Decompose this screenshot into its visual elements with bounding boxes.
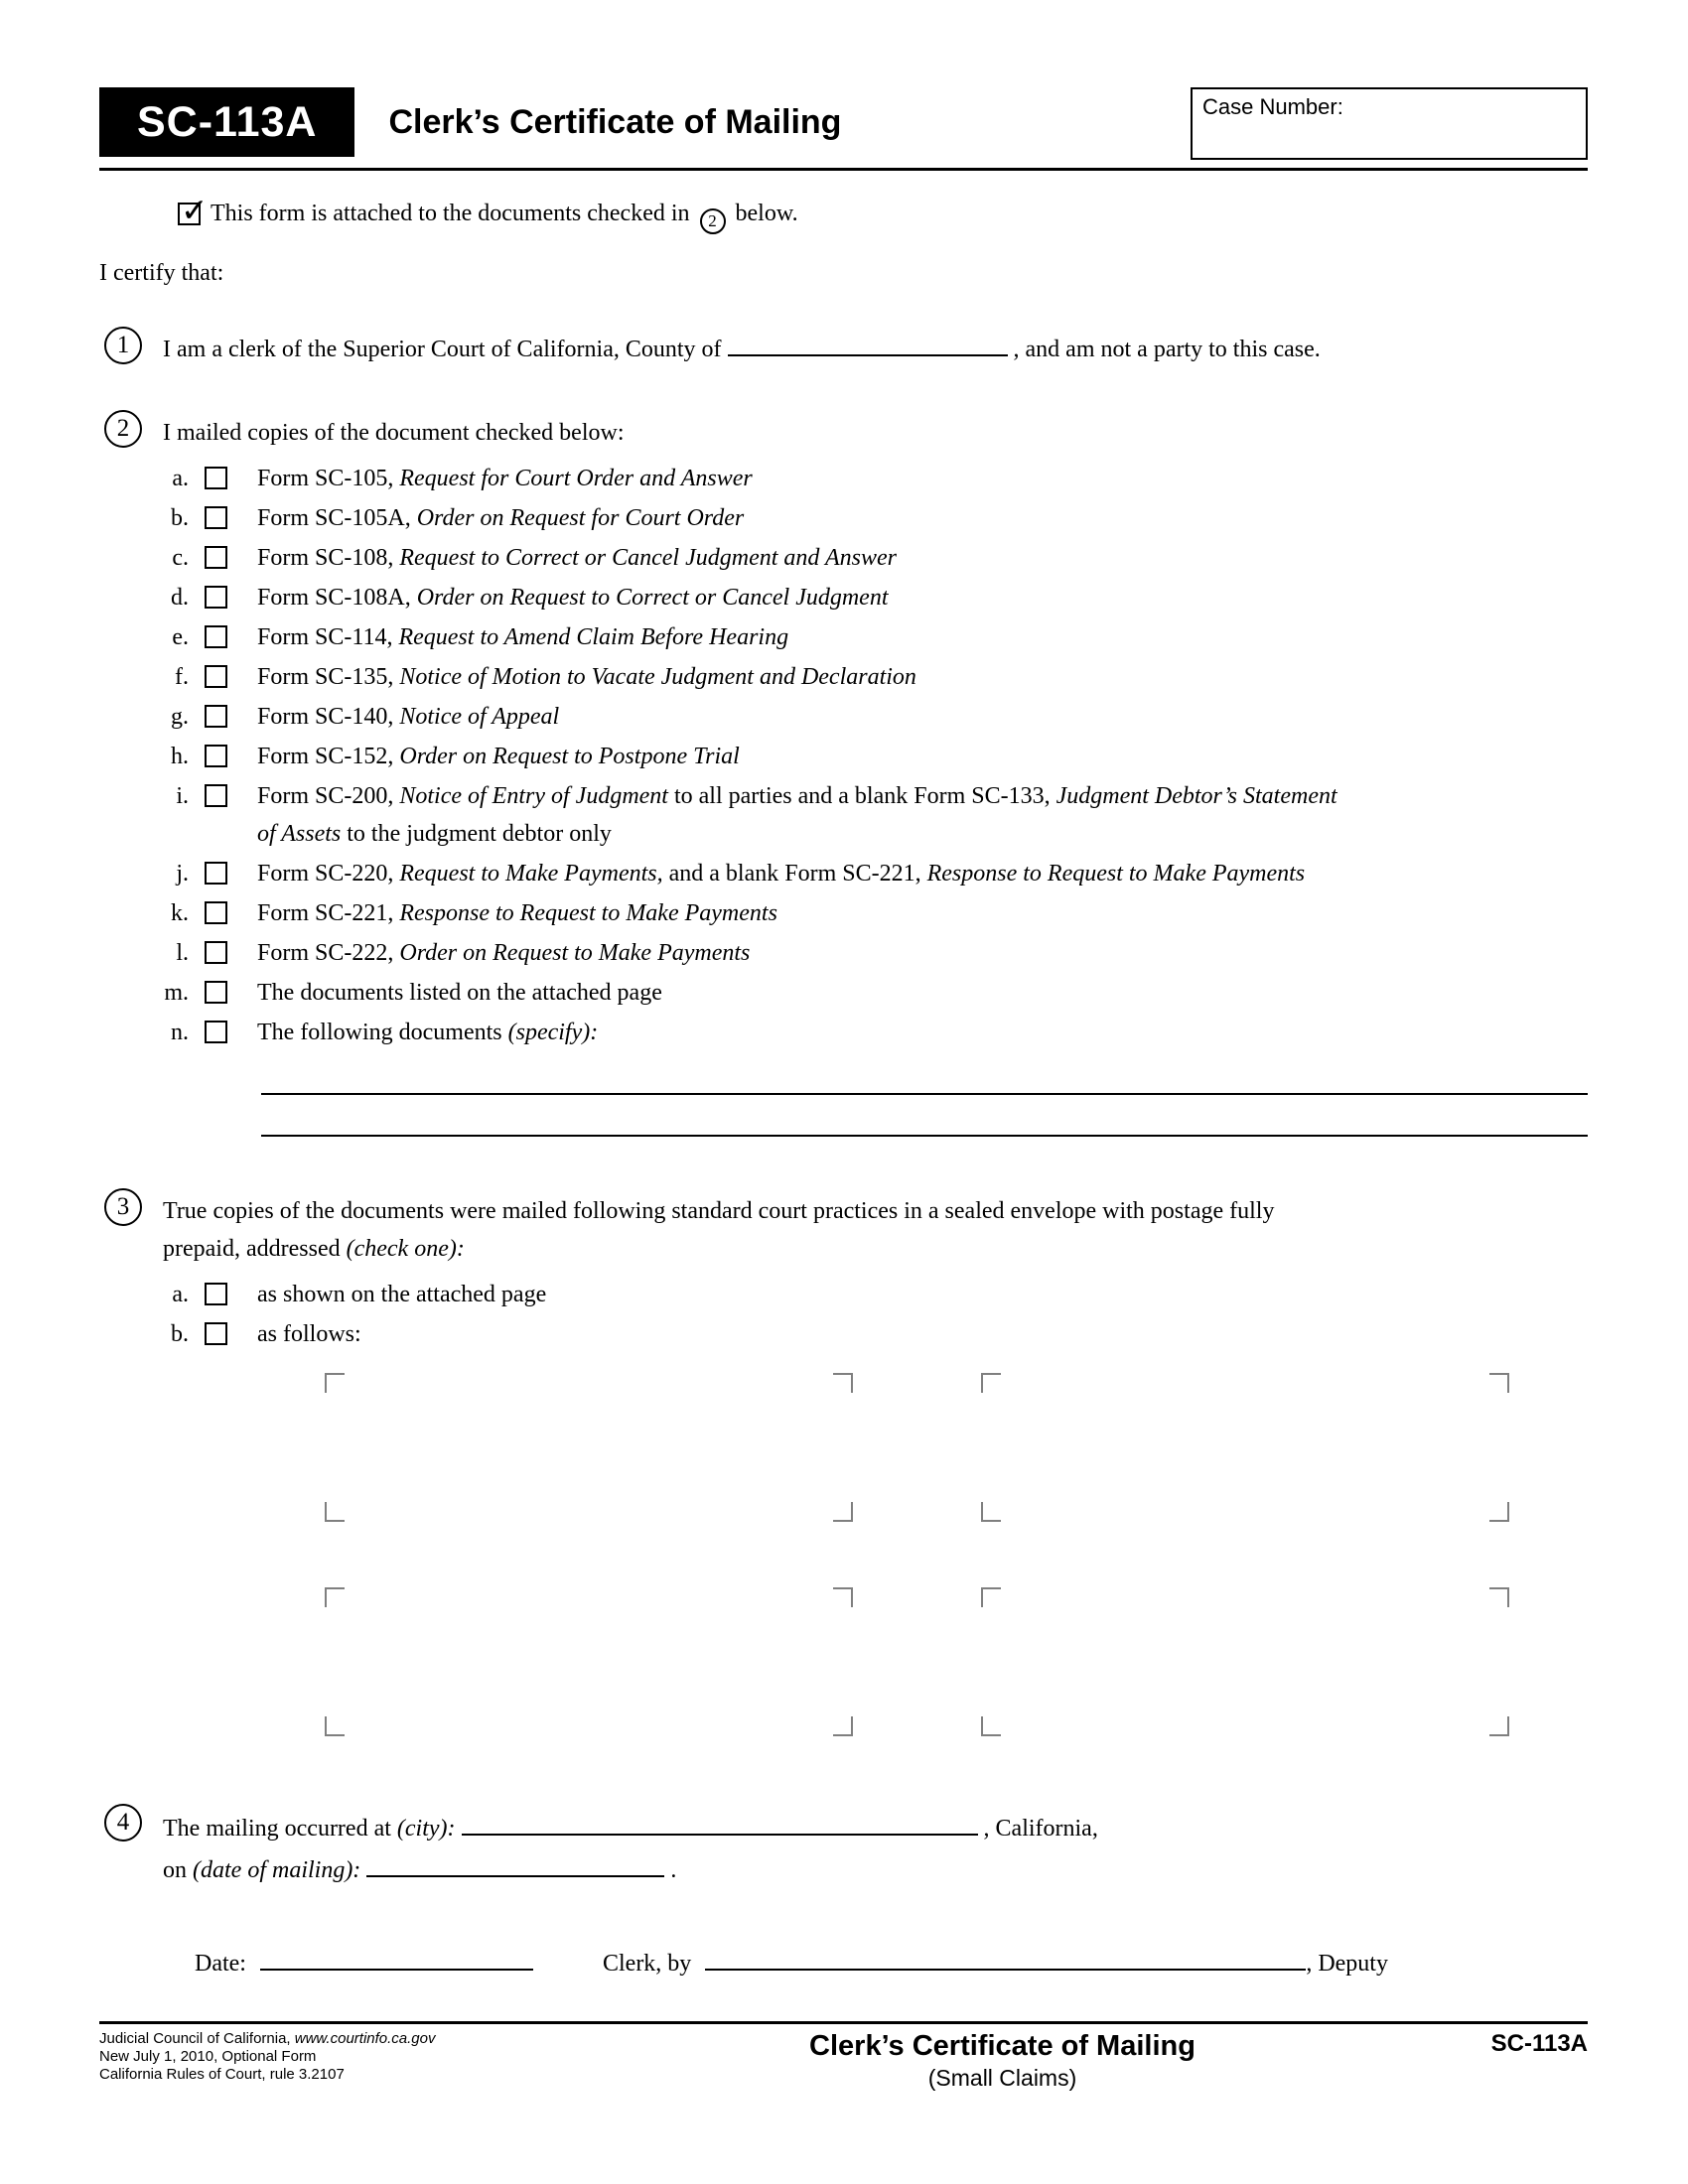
item2-checkbox-g[interactable] [205, 705, 227, 728]
text-segment: Notice of Entry of Judgment [399, 783, 668, 809]
corner-mark [981, 1502, 1001, 1522]
footer-publisher-line [99, 2030, 576, 2048]
item-4 [99, 1808, 1588, 1891]
item2-row-m [163, 974, 1588, 1012]
option-text [257, 499, 744, 537]
option-letter: a. [172, 466, 189, 491]
option-letter: e. [172, 624, 189, 650]
text-segment: Order on Request to Postpone Trial [399, 744, 740, 769]
corner-mark [325, 1502, 345, 1522]
option-text [257, 460, 753, 497]
option-letter: l. [176, 940, 189, 966]
item2-row-a [163, 460, 1588, 497]
item-4-line-2 [163, 1849, 1588, 1891]
text-segment: Request to Make Payments, [399, 861, 663, 887]
item-1-body [163, 331, 1588, 368]
text-segment: Form SC-221, [257, 900, 400, 926]
form-number-badge: SC-113A [99, 87, 354, 157]
item3-checkbox-b[interactable] [205, 1322, 227, 1345]
item-4-number: 4 [104, 1804, 142, 1842]
circled-2-reference: 2 [700, 208, 726, 234]
text-segment: Request to Correct or Cancel Judgment and Answer [399, 545, 897, 571]
date-blank[interactable] [260, 1969, 533, 1971]
text-segment: Judgment Debtor’s Statement of Assets [257, 783, 1337, 847]
option-text [257, 894, 777, 932]
text-segment: Order on Request to Correct or Cancel Judgment [416, 585, 889, 611]
option-letter: j. [176, 861, 189, 887]
text-segment: to all parties and a blank Form SC-133, [667, 783, 1056, 809]
item2-checkbox-d[interactable] [205, 586, 227, 609]
item2-checkbox-j[interactable] [205, 862, 227, 885]
item2-checkbox-i[interactable] [205, 784, 227, 807]
clerk-by-label: Clerk, by [602, 1951, 692, 1977]
document-checklist [163, 460, 1588, 1051]
certify-statement: I certify that: [99, 260, 224, 286]
text-segment: Form SC-152, [257, 744, 400, 769]
date-label: Date: [195, 1951, 246, 1977]
text-segment: Order on Request for Court Order [416, 505, 745, 531]
option-letter: c. [172, 545, 189, 571]
text-segment: Form SC-108A, [257, 585, 417, 611]
corner-mark [1489, 1587, 1509, 1607]
item2-checkbox-k[interactable] [205, 901, 227, 924]
item3-checkbox-a[interactable] [205, 1283, 227, 1305]
text-segment: The following documents [257, 1020, 508, 1045]
option-text [257, 539, 897, 577]
option-letter: h. [171, 744, 189, 769]
text-segment: Response to Request to Make Payments [926, 861, 1306, 887]
item-2-body [163, 414, 1588, 1137]
text-segment: Form SC-135, [257, 664, 400, 690]
item2-checkbox-m[interactable] [205, 981, 227, 1004]
item2-checkbox-h[interactable] [205, 745, 227, 767]
item2-row-h [163, 738, 1588, 775]
corner-mark [1489, 1716, 1509, 1736]
option-letter: a. [172, 1282, 189, 1307]
item2-row-j [163, 855, 1588, 892]
clerk-by-blank[interactable] [705, 1969, 1306, 1971]
option-text [257, 934, 750, 972]
option-letter: d. [171, 585, 189, 611]
specify-lines [261, 1069, 1588, 1137]
item2-checkbox-n[interactable] [205, 1021, 227, 1043]
attachment-note-text [211, 201, 798, 234]
item3-row-b [163, 1315, 1588, 1353]
item-4-line-1-after: , California, [983, 1816, 1098, 1842]
case-number-label: Case Number: [1202, 94, 1343, 119]
option-text [257, 777, 1354, 853]
footer-revision-line: New July 1, 2010, Optional Form [99, 2048, 317, 2065]
option-text [257, 658, 916, 696]
signature-row [99, 1951, 1588, 1978]
footer-center [576, 2030, 1429, 2092]
option-letter: b. [171, 505, 189, 531]
option-text [257, 974, 662, 1012]
attachment-note-before: This form is attached to the documents checked in [211, 201, 690, 226]
option-letter: g. [171, 704, 189, 730]
item-3-intro-italic: (check one): [346, 1236, 465, 1262]
item-1 [99, 331, 1588, 368]
option-letter: n. [171, 1020, 189, 1045]
footer-url: www.courtinfo.ca.gov [294, 2030, 436, 2047]
item-2-intro: I mailed copies of the document checked below: [163, 420, 625, 446]
date-of-mailing-label: (date of mailing): [193, 1857, 361, 1883]
item2-checkbox-c[interactable] [205, 546, 227, 569]
form-header [99, 87, 1588, 171]
item-3-number: 3 [104, 1188, 142, 1226]
option-letter: f. [175, 664, 189, 690]
text-segment: Form SC-140, [257, 704, 400, 730]
corner-mark [981, 1373, 1001, 1393]
item-3-intro [163, 1192, 1325, 1268]
specify-line-1[interactable] [261, 1069, 1588, 1095]
city-blank[interactable] [462, 1834, 978, 1836]
item3-row-a [163, 1276, 1588, 1313]
county-blank[interactable] [728, 354, 1008, 356]
item2-row-i [163, 777, 1588, 853]
item2-row-k [163, 894, 1588, 932]
corner-mark [1489, 1502, 1509, 1522]
option-text [257, 698, 559, 736]
text-segment: to the judgment debtor only [341, 821, 612, 847]
item-4-line-1 [163, 1808, 1588, 1849]
deputy-label: , Deputy [1306, 1951, 1388, 1977]
address-grid [325, 1373, 1588, 1736]
corner-mark [325, 1716, 345, 1736]
item2-row-e [163, 618, 1588, 656]
text-segment: (specify): [507, 1020, 599, 1045]
option-text [257, 618, 788, 656]
option-text [257, 1014, 598, 1051]
text-segment: as follows: [257, 1321, 361, 1347]
option-text [257, 855, 1305, 892]
address-mode-options [163, 1276, 1588, 1353]
corner-mark [325, 1373, 345, 1393]
footer-left [99, 2030, 576, 2084]
text-segment: Form SC-108, [257, 545, 400, 571]
corner-mark [833, 1373, 853, 1393]
attachment-note [178, 201, 1588, 234]
item-2 [99, 414, 1588, 1137]
specify-line-2[interactable] [261, 1095, 1588, 1137]
item2-checkbox-e[interactable] [205, 625, 227, 648]
item2-checkbox-b[interactable] [205, 506, 227, 529]
item-1-number: 1 [104, 327, 142, 364]
item2-row-n [163, 1014, 1588, 1051]
on-text: on [163, 1857, 193, 1883]
item2-checkbox-a[interactable] [205, 467, 227, 489]
footer-rule-line: California Rules of Court, rule 3.2107 [99, 2066, 345, 2083]
corner-mark [833, 1587, 853, 1607]
item-3 [99, 1192, 1588, 1736]
text-segment: Form SC-222, [257, 940, 400, 966]
text-segment: Form SC-114, [257, 624, 399, 650]
item-1-text-after: , and am not a party to this case. [1013, 337, 1321, 362]
text-segment: The documents listed on the attached page [257, 980, 662, 1006]
option-letter: k. [171, 900, 189, 926]
text-segment: Request for Court Order and Answer [399, 466, 753, 491]
item2-row-c [163, 539, 1588, 577]
item2-checkbox-f[interactable] [205, 665, 227, 688]
item-2-number: 2 [104, 410, 142, 448]
footer-publisher: Judicial Council of California, [99, 2030, 295, 2047]
city-label: (city): [396, 1816, 456, 1842]
address-box-4[interactable] [981, 1587, 1509, 1736]
item-3-body [163, 1192, 1588, 1736]
item-3-intro-plain: True copies of the documents were mailed following standard court practices in a sealed envelope with postage fully prepaid, addressed [163, 1198, 1275, 1262]
corner-mark [325, 1587, 345, 1607]
option-text [257, 579, 889, 616]
footer-form-subtitle: (Small Claims) [927, 2065, 1077, 2091]
text-segment: Form SC-105, [257, 466, 400, 491]
item2-row-d [163, 579, 1588, 616]
option-letter: m. [164, 980, 189, 1006]
item2-row-b [163, 499, 1588, 537]
text-segment: as shown on the attached page [257, 1282, 547, 1307]
option-letter: b. [171, 1321, 189, 1347]
attachment-checkbox[interactable] [178, 203, 201, 225]
attachment-note-after: below. [735, 201, 798, 226]
text-segment: Response to Request to Make Payments [399, 900, 777, 926]
address-box-3[interactable] [325, 1587, 853, 1736]
address-box-1[interactable] [325, 1373, 853, 1522]
corner-mark [981, 1587, 1001, 1607]
item2-row-l [163, 934, 1588, 972]
text-segment: Notice of Motion to Vacate Judgment and Declaration [399, 664, 916, 690]
footer-form-number: SC-113A [1490, 2030, 1588, 2057]
mailing-occurred-text: The mailing occurred at [163, 1816, 397, 1842]
address-box-2[interactable] [981, 1373, 1509, 1522]
text-segment: Order on Request to Make Payments [399, 940, 751, 966]
case-number-field[interactable] [1191, 87, 1588, 160]
text-segment: Notice of Appeal [399, 704, 560, 730]
date-of-mailing-blank[interactable] [366, 1875, 664, 1877]
option-text [257, 1276, 546, 1313]
option-text [257, 1315, 361, 1353]
form-footer [99, 2021, 1588, 2092]
item2-row-f [163, 658, 1588, 696]
text-segment: Form SC-200, [257, 783, 400, 809]
corner-mark [833, 1716, 853, 1736]
item2-row-g [163, 698, 1588, 736]
form-title: Clerk’s Certificate of Mailing [388, 103, 842, 141]
option-text [257, 738, 740, 775]
text-segment: and a blank Form SC-221, [662, 861, 927, 887]
corner-mark [981, 1716, 1001, 1736]
text-segment: Form SC-220, [257, 861, 400, 887]
corner-mark [1489, 1373, 1509, 1393]
footer-form-title: Clerk’s Certificate of Mailing [809, 2030, 1196, 2062]
item-4-line-2-after: . [670, 1857, 677, 1883]
text-segment: Request to Amend Claim Before Hearing [398, 624, 789, 650]
item-4-body [163, 1808, 1588, 1891]
item-1-text-before: I am a clerk of the Superior Court of California, County of [163, 337, 722, 362]
corner-mark [833, 1502, 853, 1522]
text-segment: Form SC-105A, [257, 505, 417, 531]
item2-checkbox-l[interactable] [205, 941, 227, 964]
option-letter: i. [176, 783, 189, 809]
